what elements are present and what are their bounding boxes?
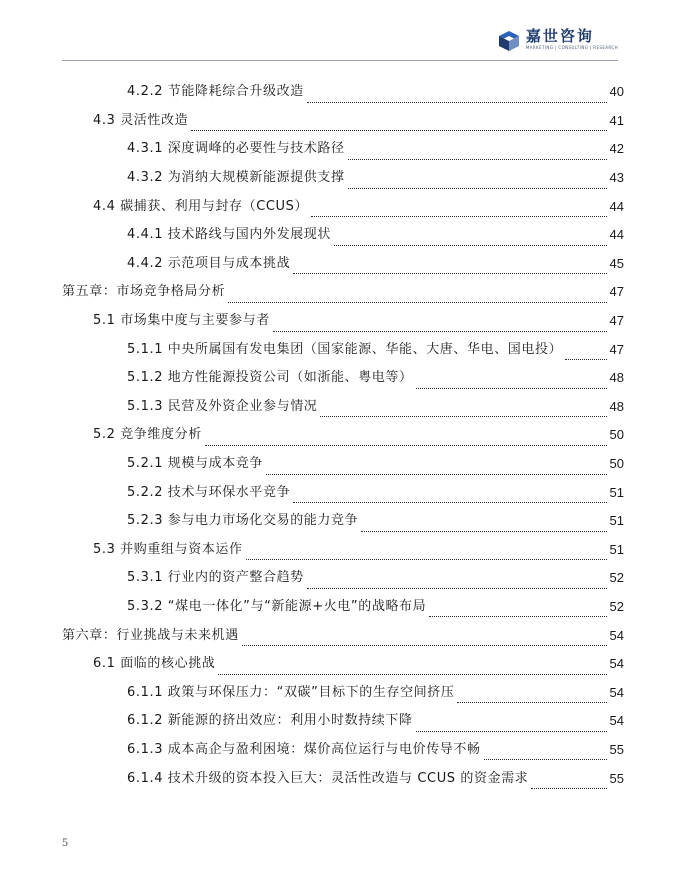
toc-entry[interactable] — [62, 736, 624, 765]
toc-dot-leader — [416, 374, 607, 389]
toc-entry-page: 47 — [609, 341, 624, 357]
toc-entry-title: 5.2.2 技术与环保水平竞争 — [127, 484, 291, 500]
page-header — [0, 0, 680, 62]
toc-entry-title: 4.3 灵活性改造 — [93, 112, 189, 128]
toc-entry-page: 54 — [609, 627, 624, 643]
toc-entry-title: 4.3.2 为消纳大规模新能源提供支撑 — [127, 170, 345, 186]
toc-entry[interactable] — [62, 335, 624, 364]
toc-entry[interactable] — [62, 650, 624, 679]
brand-name: 嘉世咨询 — [525, 27, 594, 45]
toc-dot-leader — [429, 602, 606, 617]
toc-entry-title: 第五章：市场竞争格局分析 — [62, 284, 226, 300]
header-divider — [62, 60, 618, 61]
toc-entry[interactable] — [62, 764, 624, 793]
toc-entry-page: 44 — [609, 227, 624, 243]
toc-entry-page: 55 — [609, 741, 624, 757]
toc-dot-leader — [565, 345, 606, 360]
toc-entry[interactable] — [62, 478, 624, 507]
toc-entry[interactable] — [62, 221, 624, 250]
toc-entry-title: 4.2.2 节能降耗综合升级改造 — [127, 84, 304, 100]
toc-entry[interactable] — [62, 192, 624, 221]
toc-entry-title: 5.1.3 民营及外资企业参与情况 — [127, 398, 318, 414]
toc-dot-leader — [242, 631, 607, 646]
toc-dot-leader — [246, 545, 607, 560]
toc-entry[interactable] — [62, 593, 624, 622]
toc-entry-page: 55 — [609, 770, 624, 786]
toc-dot-leader — [361, 517, 606, 532]
toc-entry-page: 52 — [609, 570, 624, 586]
toc-entry-title: 6.1.1 政策与环保压力：“双碳”目标下的生存空间挤压 — [127, 684, 455, 700]
toc-dot-leader — [348, 145, 607, 160]
toc-entry-page: 44 — [609, 198, 624, 214]
toc-entry-page: 54 — [609, 656, 624, 672]
brand-logo — [498, 28, 618, 58]
toc-entry[interactable] — [62, 507, 624, 536]
toc-entry-title: 第六章：行业挑战与未来机遇 — [62, 627, 239, 643]
toc-dot-leader — [218, 660, 606, 675]
toc-entry-page: 47 — [609, 313, 624, 329]
toc-dot-leader — [348, 174, 607, 189]
toc-dot-leader — [320, 402, 606, 417]
toc-dot-leader — [311, 202, 606, 217]
toc-entry-title: 6.1.3 成本高企与盈利困境：煤价高位运行与电价传导不畅 — [127, 741, 481, 757]
toc-entry[interactable] — [62, 107, 624, 136]
toc-entry[interactable] — [62, 678, 624, 707]
toc-entry-page: 48 — [609, 370, 624, 386]
toc-entry-page: 51 — [609, 541, 624, 557]
toc-entry-page: 41 — [609, 112, 624, 128]
table-of-contents — [62, 78, 624, 793]
toc-entry[interactable] — [62, 421, 624, 450]
toc-entry-title: 4.3.1 深度调峰的必要性与技术路径 — [127, 141, 345, 157]
toc-entry[interactable] — [62, 621, 624, 650]
toc-entry-page: 45 — [609, 255, 624, 271]
toc-dot-leader — [457, 688, 606, 703]
toc-dot-leader — [416, 717, 607, 732]
toc-entry[interactable] — [62, 135, 624, 164]
toc-entry-title: 5.1.2 地方性能源投资公司（如浙能、粤电等） — [127, 370, 413, 386]
toc-dot-leader — [334, 231, 607, 246]
brand-tagline: MARKETING | CONSULTING | RESEARCH — [525, 45, 618, 50]
toc-dot-leader — [307, 574, 607, 589]
toc-dot-leader — [191, 116, 606, 131]
toc-entry-page: 50 — [609, 456, 624, 472]
toc-entry-title: 5.3.2 “煤电一体化”与“新能源+火电”的战略布局 — [127, 598, 427, 614]
page-number: 5 — [62, 835, 68, 849]
toc-entry-page: 47 — [609, 284, 624, 300]
toc-entry-title: 4.4.1 技术路线与国内外发展现状 — [127, 227, 332, 243]
toc-entry-page: 51 — [609, 484, 624, 500]
toc-entry[interactable] — [62, 307, 624, 336]
toc-dot-leader — [293, 488, 606, 503]
toc-entry-title: 5.2.3 参与电力市场化交易的能力竞争 — [127, 513, 359, 529]
toc-entry-title: 5.2.1 规模与成本竞争 — [127, 456, 264, 472]
toc-entry[interactable] — [62, 450, 624, 479]
toc-entry-title: 5.3.1 行业内的资产整合趋势 — [127, 570, 304, 586]
toc-entry[interactable] — [62, 564, 624, 593]
toc-entry[interactable] — [62, 536, 624, 565]
toc-entry-page: 54 — [609, 684, 624, 700]
toc-entry-page: 51 — [609, 513, 624, 529]
toc-entry-title: 4.4.2 示范项目与成本挑战 — [127, 255, 291, 271]
toc-entry[interactable] — [62, 278, 624, 307]
toc-entry[interactable] — [62, 250, 624, 279]
toc-entry-page: 40 — [609, 84, 624, 100]
toc-dot-leader — [273, 317, 607, 332]
toc-entry-title: 5.3 并购重组与资本运作 — [93, 541, 243, 557]
toc-entry-title: 5.1.1 中央所属国有发电集团（国家能源、华能、大唐、华电、国电投） — [127, 341, 563, 357]
toc-dot-leader — [531, 774, 606, 789]
toc-entry-page: 52 — [609, 598, 624, 614]
toc-dot-leader — [307, 88, 607, 103]
toc-entry-title: 5.2 竞争维度分析 — [93, 427, 202, 443]
toc-entry[interactable] — [62, 707, 624, 736]
toc-entry[interactable] — [62, 393, 624, 422]
toc-entry-title: 6.1 面临的核心挑战 — [93, 656, 216, 672]
toc-entry[interactable] — [62, 78, 624, 107]
brand-logo-icon — [498, 30, 520, 52]
toc-dot-leader — [484, 745, 607, 760]
toc-entry[interactable] — [62, 364, 624, 393]
toc-dot-leader — [205, 431, 607, 446]
toc-entry-page: 50 — [609, 427, 624, 443]
toc-entry-page: 54 — [609, 713, 624, 729]
toc-entry-title: 6.1.4 技术升级的资本投入巨大：灵活性改造与 CCUS 的资金需求 — [127, 770, 529, 786]
toc-entry-page: 48 — [609, 398, 624, 414]
toc-dot-leader — [228, 288, 606, 303]
toc-entry-title: 6.1.2 新能源的挤出效应：利用小时数持续下降 — [127, 713, 413, 729]
toc-entry-title: 5.1 市场集中度与主要参与者 — [93, 313, 270, 329]
toc-entry-page: 43 — [609, 170, 624, 186]
toc-entry[interactable] — [62, 164, 624, 193]
toc-entry-page: 42 — [609, 141, 624, 157]
toc-dot-leader — [293, 259, 606, 274]
toc-dot-leader — [266, 460, 607, 475]
toc-entry-title: 4.4 碳捕获、利用与封存（CCUS） — [93, 198, 309, 214]
